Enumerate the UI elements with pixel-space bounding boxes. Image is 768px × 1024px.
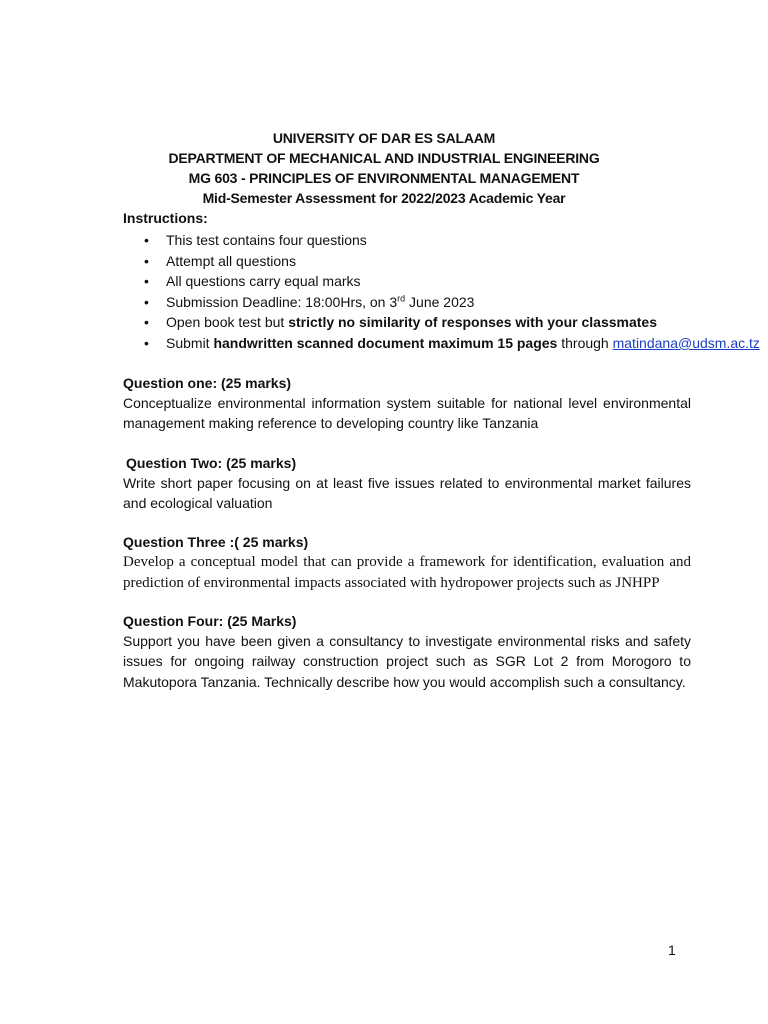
course-title: MG 603 - PRINCIPLES OF ENVIRONMENTAL MANAGEMENT	[188, 170, 580, 186]
assessment-title: Mid-Semester Assessment for 2022/2023 Academic Year	[202, 190, 566, 206]
instruction-item	[144, 312, 760, 333]
instruction-text: Submit	[166, 334, 214, 351]
instruction-text: Attempt all questions	[166, 252, 296, 269]
bullet-icon: •	[144, 314, 149, 331]
deadline-month: June 2023	[405, 293, 475, 310]
instruction-item	[144, 333, 760, 354]
deadline-text: Submission Deadline: 18:00Hrs, on 3	[166, 293, 398, 310]
bullet-icon: •	[144, 293, 149, 310]
question-two-title: Question Two: (25 marks)	[126, 455, 297, 471]
instruction-text: All questions carry equal marks	[166, 273, 361, 290]
bullet-icon: •	[144, 232, 149, 248]
instruction-text: Open book test but	[166, 314, 289, 331]
instruction-item	[144, 292, 760, 313]
instruction-text: through	[557, 334, 613, 351]
instruction-item	[144, 251, 760, 272]
bullet-icon: •	[144, 334, 149, 351]
instruction-item	[144, 271, 760, 292]
question-three-title: Question Three :( 25 marks)	[123, 534, 309, 550]
question-one-body: Conceptualize environmental information system suitable for national level environmental management making reference to developing country like Tanzania	[123, 395, 691, 432]
bullet-icon: •	[144, 273, 149, 290]
instructions-heading: Instructions:	[123, 210, 208, 226]
question-four-title: Question Four: (25 Marks)	[123, 613, 297, 629]
instructions-list	[144, 230, 760, 354]
university-name: UNIVERSITY OF DAR ES SALAAM	[272, 130, 496, 146]
instruction-text: This test contains four questions	[166, 232, 367, 248]
submission-format: handwritten scanned document maximum 15 pages	[213, 334, 558, 351]
document-header	[0, 128, 768, 208]
bullet-icon: •	[144, 252, 149, 269]
department-name: DEPARTMENT OF MECHANICAL AND INDUSTRIAL ENGINEERING	[168, 150, 600, 166]
similarity-warning: strictly no similarity of responses with your classmates	[288, 314, 658, 331]
question-one-title: Question one: (25 marks)	[123, 375, 292, 391]
instruction-item	[144, 230, 760, 251]
question-four-body: Support you have been given a consultancy to investigate environmental risks and safety issues for ongoing railway construction project such as SGR Lot 2 from Morogoro to Makutopora Tanzania. Technically describe how you would accomplish such a consultancy.	[123, 633, 691, 690]
question-two-body: Write short paper focusing on at least five issues related to environmental market failures and ecological valuation	[123, 475, 691, 512]
page-number: 1	[668, 942, 676, 958]
question-three-body: Develop a conceptual model that can provide a framework for identification, evaluation and prediction of environmental impacts associated with hydropower projects such as JNHPP	[123, 554, 691, 591]
ordinal-suffix: rd	[397, 293, 406, 304]
email-link[interactable]: matindana@udsm.ac.tz	[612, 334, 760, 351]
